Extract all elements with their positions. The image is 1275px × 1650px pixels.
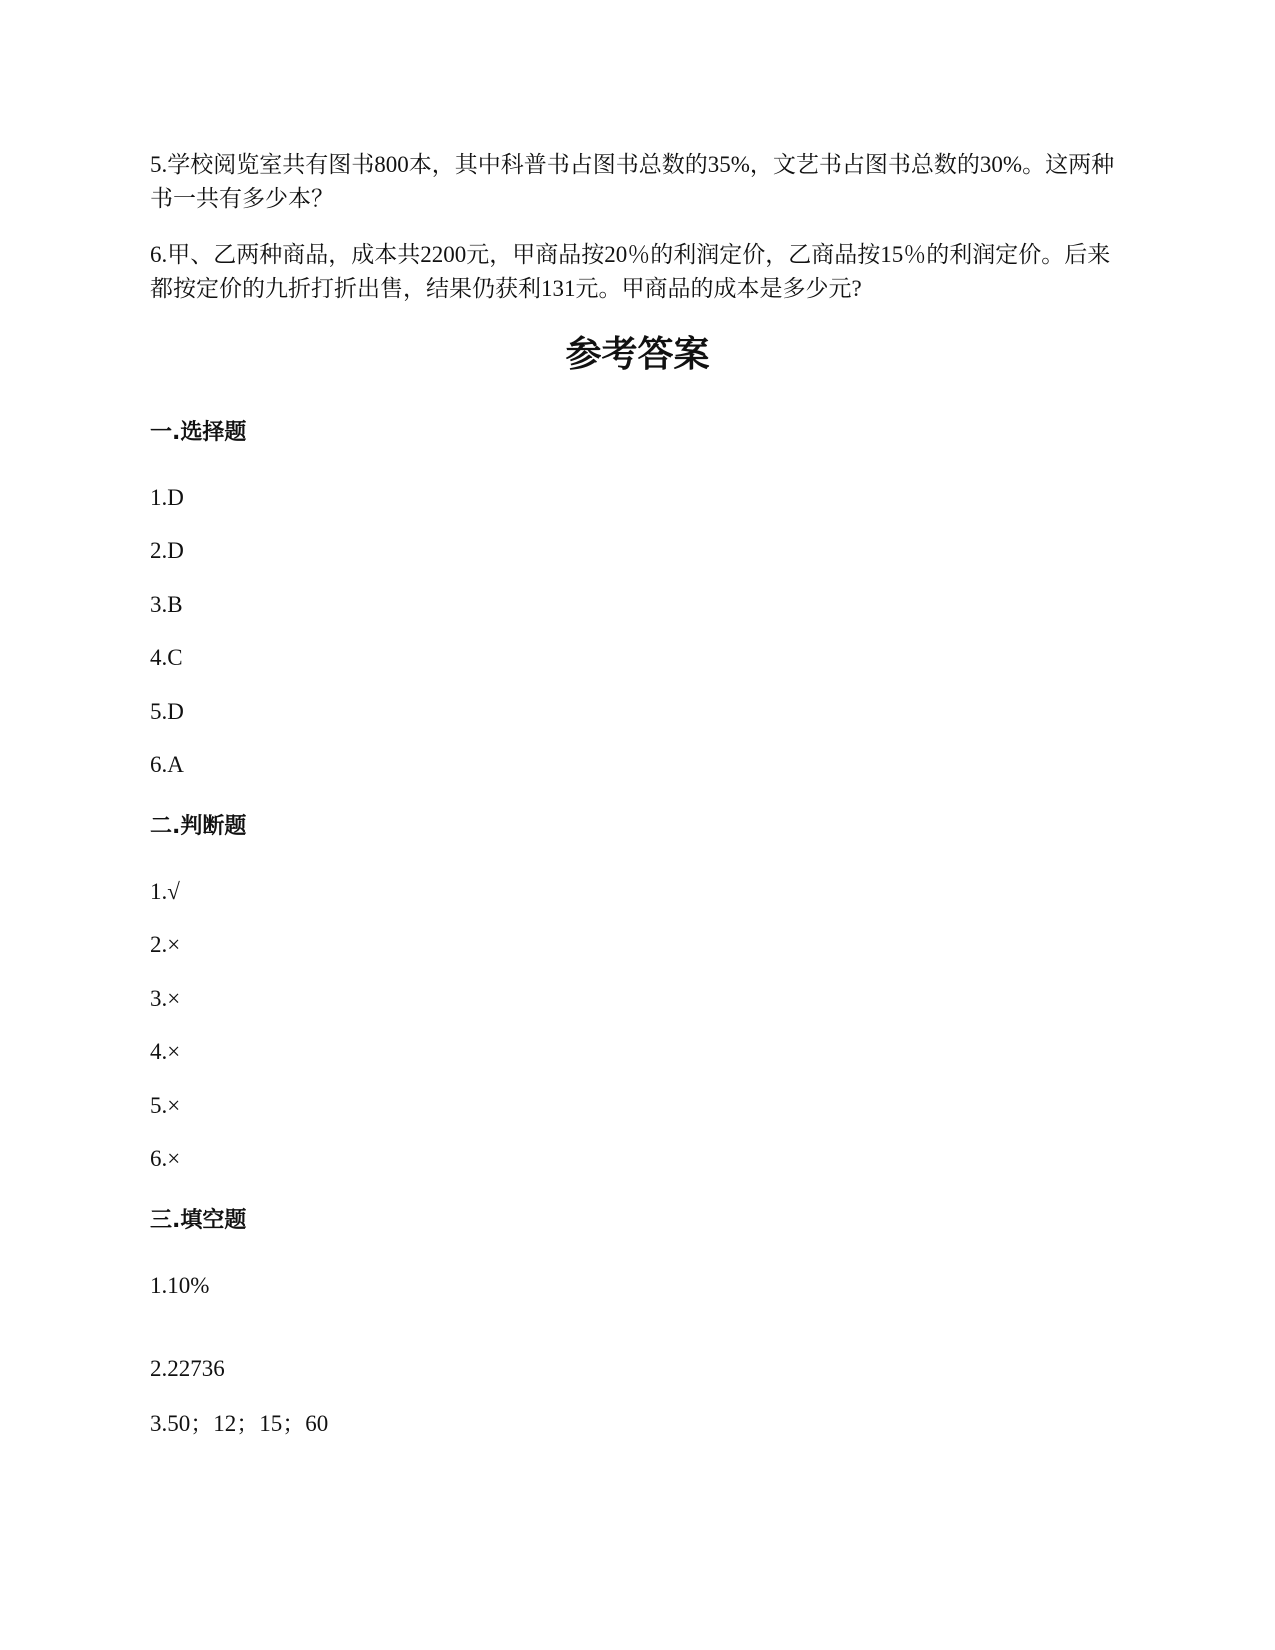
answer-item: 2.22736: [150, 1356, 225, 1381]
answer-item: 6.×: [150, 1146, 181, 1171]
answer-item: 6.A: [150, 752, 184, 777]
answer-item: 4.×: [150, 1039, 181, 1064]
question-5: 5.学校阅览室共有图书800本，其中科普书占图书总数的35%，文艺书占图书总数的30%。这两种书一共有多少本？: [150, 152, 1115, 211]
answer-item: 5.D: [150, 699, 184, 724]
answer-item: 4.C: [150, 645, 183, 670]
section-title-fill-in-blank: 三.填空题: [150, 1208, 247, 1233]
answer-item: 1.√: [150, 879, 180, 904]
answer-item: 3.B: [150, 592, 183, 617]
answer-key-title: 参考答案: [565, 334, 710, 375]
answer-item: 1.10%: [150, 1273, 210, 1298]
answer-item: 3.50；12；15；60: [150, 1411, 329, 1436]
section-title-multiple-choice: 一.选择题: [150, 420, 247, 445]
answer-item: 3.×: [150, 986, 181, 1011]
answer-item: 2.×: [150, 932, 181, 957]
question-6: 6.甲、乙两种商品，成本共2200元，甲商品按20％的利润定价，乙商品按15％的利润定价。后来都按定价的九折打折出售，结果仍获利131元。甲商品的成本是多少元?: [150, 242, 1111, 301]
section-title-true-false: 二.判断题: [150, 814, 247, 839]
answer-item: 5.×: [150, 1093, 181, 1118]
answer-item: 2.D: [150, 538, 184, 563]
answer-item: 1.D: [150, 485, 184, 510]
